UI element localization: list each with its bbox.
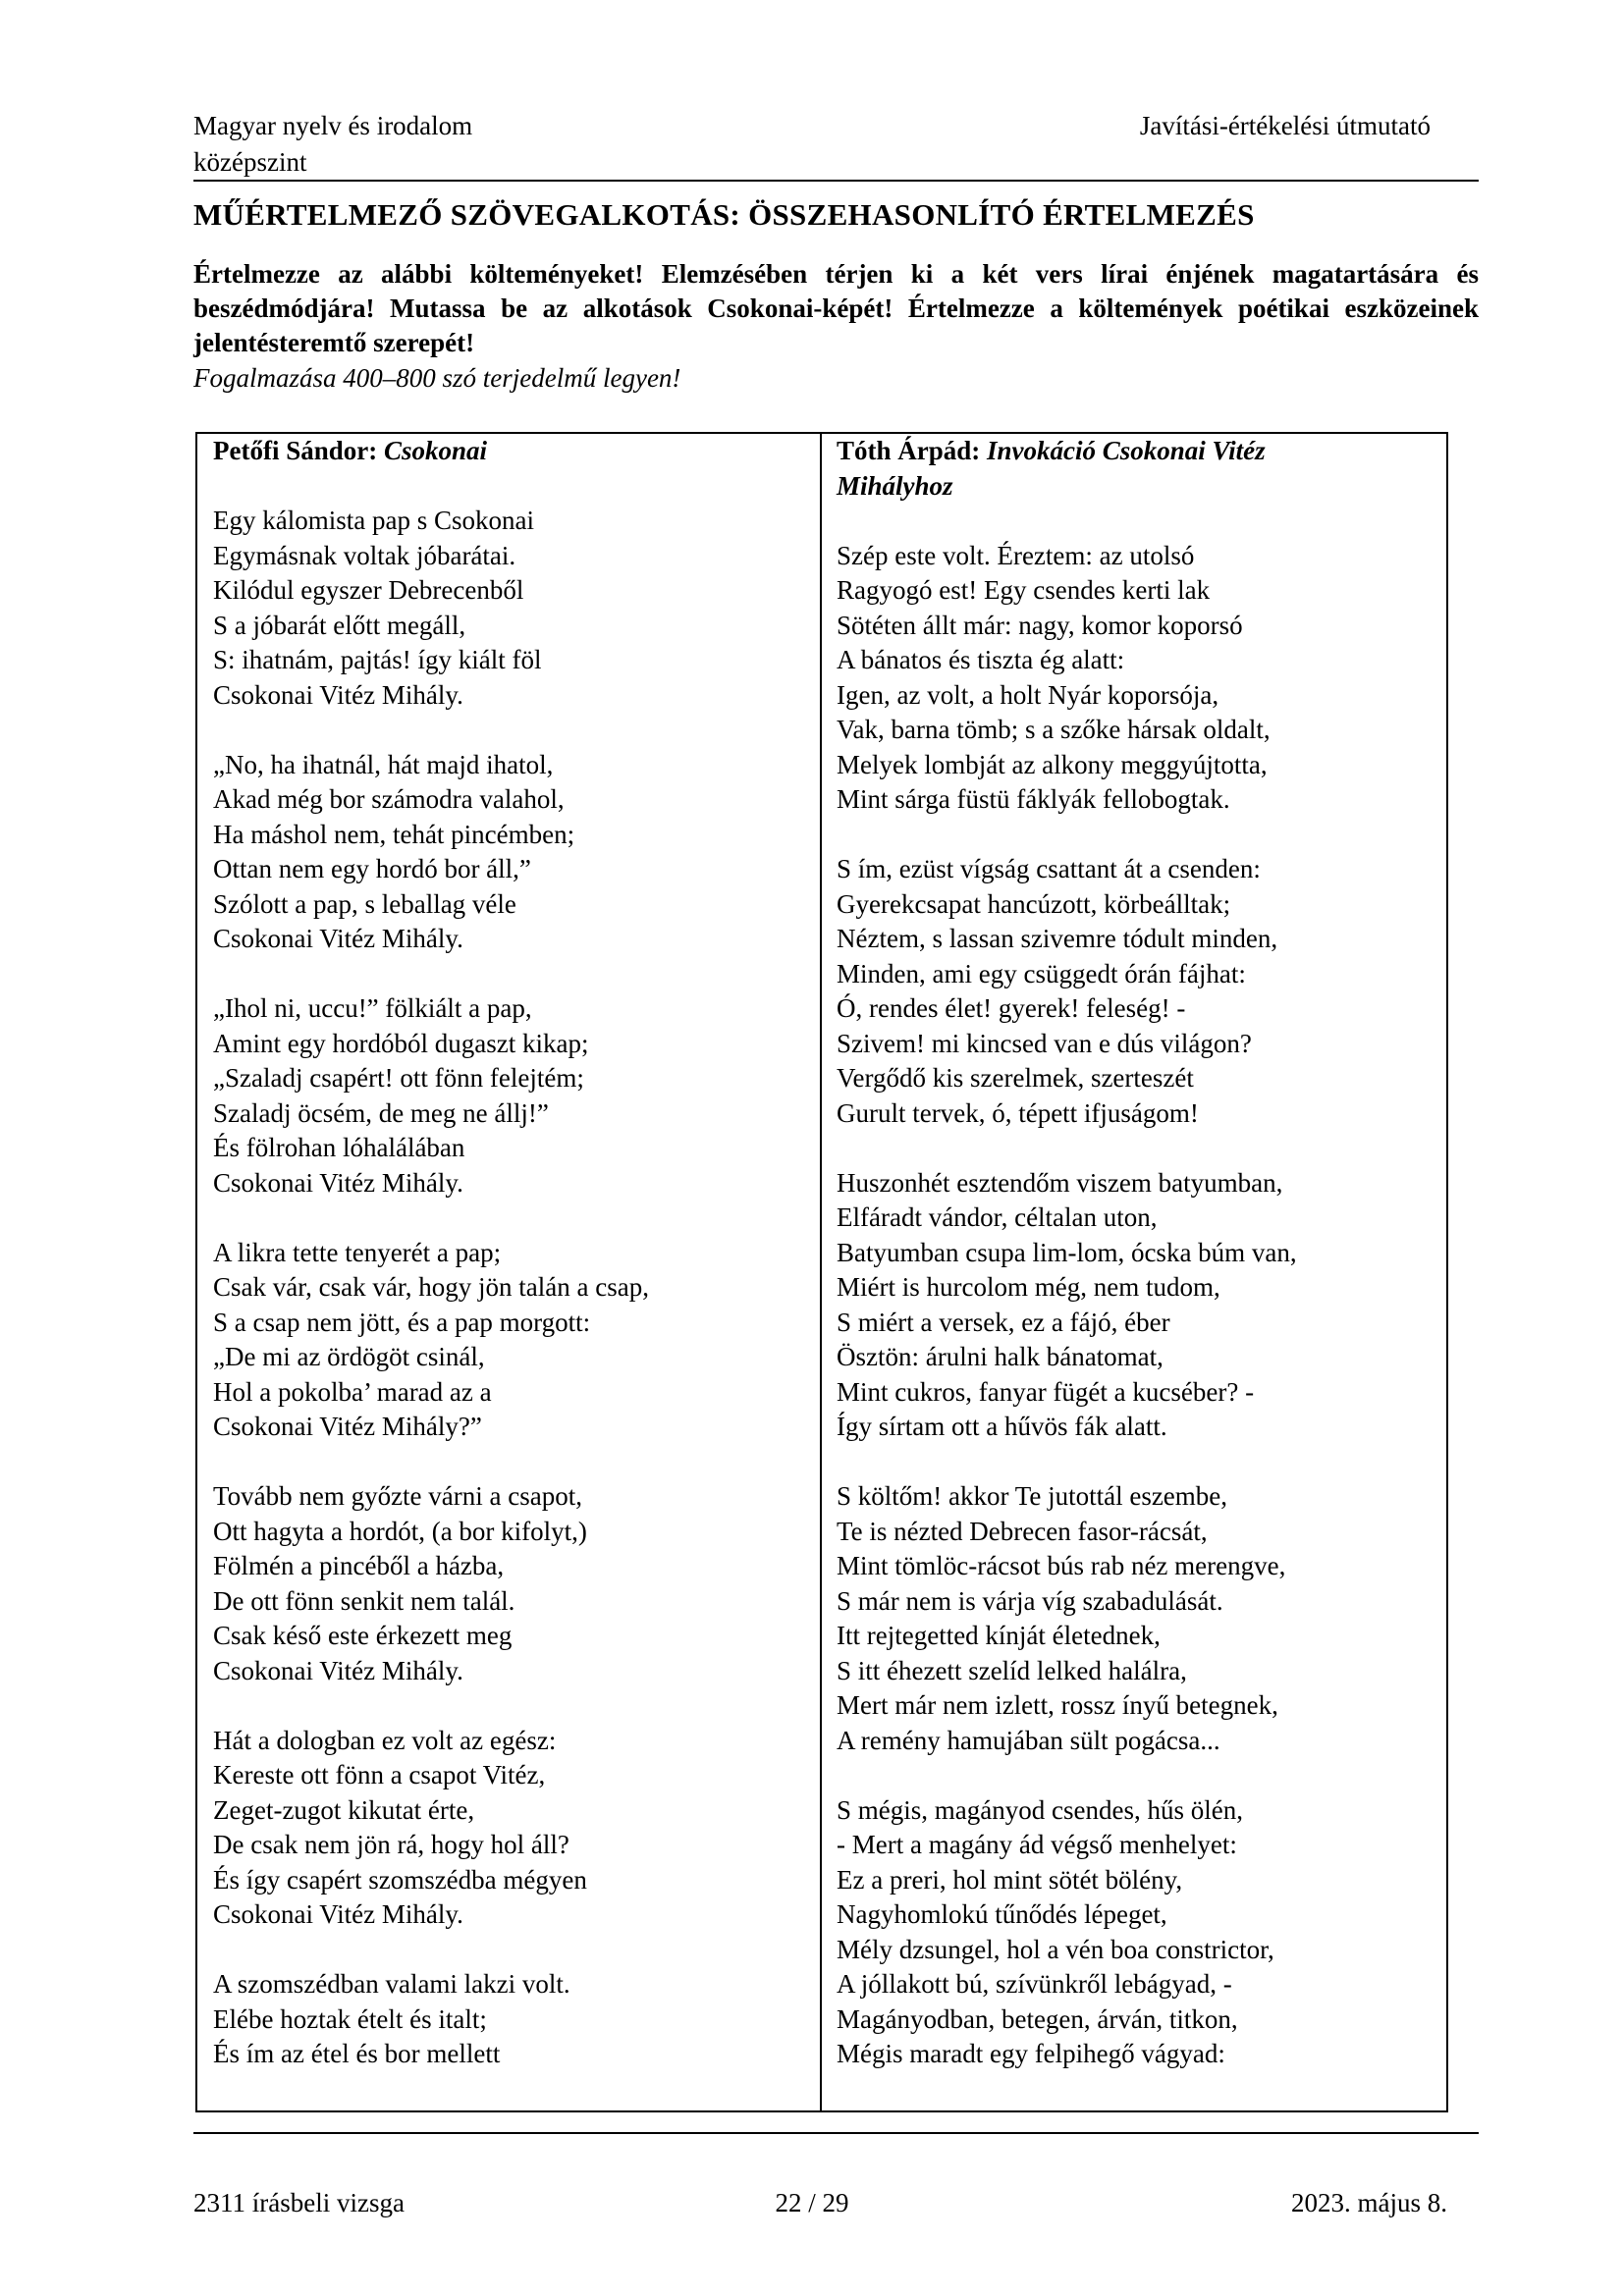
poem-line: Csokonai Vitéz Mihály.: [213, 679, 463, 710]
header-rule: [193, 180, 1479, 182]
poem-right-heading: [837, 434, 1435, 504]
poem-line: Csak késő este érkezett meg: [213, 1621, 513, 1650]
poem-line: Ottan nem egy hordó bor áll,”: [213, 854, 531, 883]
poem-line: Csokonai Vitéz Mihály?”: [213, 1412, 482, 1441]
task-instructions: Értelmezze az alábbi költeményeket! Elemzésében térjen ki a két vers lírai énjének magatartására és beszédmódjára! Mutassa be az alkotások Csokonai-képét! Értelmezze a költemények poétikai eszközeinek jelentésteremtő szerepét!: [193, 259, 1479, 357]
poem-line: S miért a versek, ez a fájó, éber: [837, 1307, 1170, 1337]
poem-left-heading: [213, 434, 802, 469]
poem-line: Csokonai Vitéz Mihály.: [213, 1655, 463, 1685]
poem-line: De ott fönn senkit nem talál.: [213, 1585, 515, 1616]
poem-line: Ó, rendes élet! gyerek! feleség! -: [837, 993, 1186, 1023]
stanza: [213, 504, 802, 713]
poem-line: Gyerekcsapat hancúzott, körbeálltak;: [837, 888, 1231, 919]
poem-line: Te is nézted Debrecen fasor-rácsát,: [837, 1516, 1208, 1546]
poem-line: Ragyogó est! Egy csendes kerti lak: [837, 575, 1211, 605]
footer-exam-code: 2311 írásbeli vizsga: [193, 2188, 405, 2217]
poem-line: Csokonai Vitéz Mihály.: [213, 1899, 463, 1929]
poem-right-title-line1: Invokáció Csokonai Vitéz: [987, 436, 1266, 465]
header-doc-type: Javítási-értékelési útmutató: [1139, 111, 1431, 140]
poem-left-author: Petőfi Sándor:: [213, 436, 378, 465]
poem-line: Mint cukros, fanyar fügét a kucséber? -: [837, 1376, 1255, 1407]
poem-right-title-line2: Mihályhoz: [837, 470, 953, 501]
footer-rule: [193, 2132, 1479, 2134]
poem-line: Ha máshol nem, tehát pincémben;: [213, 819, 575, 849]
footer-page-number: 22 / 29: [775, 2188, 849, 2217]
poem-line: Ott hagyta a hordót, (a bor kifolyt,): [213, 1516, 587, 1546]
poem-line: „No, ha ihatnál, hát majd ihatol,: [213, 749, 554, 779]
poem-line: Néztem, s lassan szivemre tódult minden,: [837, 924, 1278, 953]
poem-line: Sötéten állt már: nagy, komor koporsó: [837, 610, 1243, 640]
column-divider: [820, 434, 822, 2110]
poem-line: „Szaladj csapért! ott fönn felejtém;: [213, 1063, 584, 1093]
poem-line: Szólott a pap, s leballag véle: [213, 888, 516, 919]
poem-line: Mint tömlöc-rácsot bús rab néz merengve,: [837, 1551, 1286, 1580]
poem-line: Gurult tervek, ó, tépett ifjuságom!: [837, 1097, 1199, 1128]
poem-line: Ösztön: árulni halk bánatomat,: [837, 1342, 1164, 1371]
poem-line: És ím az étel és bor mellett: [213, 2039, 501, 2068]
poem-line: Csak vár, csak vár, hogy jön talán a csap,: [213, 1272, 649, 1302]
poem-left-column: [213, 434, 802, 2107]
poem-right-body: [837, 539, 1435, 2072]
poem-line: Melyek lombját az alkony meggyújtotta,: [837, 749, 1268, 779]
poem-line: Vak, barna tömb; s a szőke hársak oldalt,: [837, 715, 1271, 744]
poem-line: A bánatos és tiszta ég alatt:: [837, 645, 1125, 674]
poem-line: Mert már nem izlett, rossz ínyű betegnek,: [837, 1690, 1278, 1720]
poem-line: S a jóbarát előtt megáll,: [213, 610, 466, 640]
poem-line: - Mert a magány ád végső menhelyet:: [837, 1830, 1237, 1859]
poem-line: És így csapért szomszédba mégyen: [213, 1864, 587, 1895]
poem-line: Zeget-zugot kikutat érte,: [213, 1794, 475, 1825]
poem-line: Tovább nem győzte várni a csapot,: [213, 1481, 582, 1511]
task-length-note: Fogalmazása 400–800 szó terjedelmű legyen!: [193, 363, 681, 393]
stanza: [213, 748, 802, 957]
stanza: [213, 991, 802, 1201]
poem-line: S ím, ezüst vígság csattant át a csenden:: [837, 854, 1261, 883]
stanza: [837, 1479, 1435, 1758]
poem-line: Igen, az volt, a holt Nyár koporsója,: [837, 679, 1219, 710]
poem-left-title: Csokonai: [383, 436, 488, 465]
stanza: [837, 1166, 1435, 1445]
stanza: [837, 852, 1435, 1131]
poem-line: Csokonai Vitéz Mihály.: [213, 1167, 463, 1198]
poem-line: S már nem is várja víg szabadulását.: [837, 1585, 1223, 1616]
poem-line: „De mi az ördögöt csinál,: [213, 1342, 485, 1371]
poem-line: Szaladj öcsém, de meg ne állj!”: [213, 1097, 549, 1128]
section-title: MŰÉRTELMEZŐ SZÖVEGALKOTÁS: ÖSSZEHASONLÍTÓ ÉRTELMEZÉS: [193, 197, 1255, 232]
header-subject: Magyar nyelv és irodalom: [193, 111, 473, 140]
poem-line: Mégis maradt egy felpihegő vágyad:: [837, 2039, 1225, 2068]
poem-line: Szép este volt. Éreztem: az utolsó: [837, 540, 1195, 570]
poem-left-body: [213, 504, 802, 2072]
poem-line: Kereste ott fönn a csapot Vitéz,: [213, 1760, 546, 1789]
stanza: [213, 1724, 802, 1933]
poem-line: Amint egy hordóból dugaszt kikap;: [213, 1028, 589, 1058]
stanza: [837, 539, 1435, 818]
poem-line: Mint sárga füstü fáklyák fellobogtak.: [837, 784, 1230, 814]
poem-line: Elébe hoztak ételt és italt;: [213, 2003, 487, 2034]
poem-line: Egy kálomista pap s Csokonai: [213, 506, 534, 535]
poem-line: És fölrohan lóhalálában: [213, 1133, 465, 1162]
poem-line: Ez a preri, hol mint sötét bölény,: [837, 1864, 1183, 1895]
poem-line: S itt éhezett szelíd lelked halálra,: [837, 1655, 1187, 1685]
poems-table: [195, 432, 1448, 2112]
poem-line: Egymásnak voltak jóbarátai.: [213, 540, 516, 570]
stanza: [213, 1479, 802, 1688]
stanza: [837, 1793, 1435, 2072]
poem-line: Szivem! mi kincsed van e dús világon?: [837, 1028, 1252, 1058]
stanza: [213, 1967, 802, 2072]
poem-line: Huszonhét esztendőm viszem batyumban,: [837, 1167, 1283, 1198]
poem-line: Minden, ami egy csüggedt órán fájhat:: [837, 958, 1246, 988]
poem-line: Magányodban, betegen, árván, titkon,: [837, 2003, 1238, 2034]
poem-line: Batyumban csupa lim-lom, ócska búm van,: [837, 1237, 1297, 1267]
poem-line: Itt rejtegetted kínját életednek,: [837, 1621, 1161, 1650]
poem-line: S mégis, magányod csendes, hűs ölén,: [837, 1794, 1243, 1825]
poem-line: Csokonai Vitéz Mihály.: [213, 924, 463, 953]
poem-line: Fölmén a pincéből a házba,: [213, 1551, 505, 1580]
poem-line: De csak nem jön rá, hogy hol áll?: [213, 1830, 569, 1859]
header-level: középszint: [193, 147, 307, 177]
poem-line: A remény hamujában sült pogácsa...: [837, 1725, 1220, 1755]
page-header-left: [193, 108, 472, 181]
poem-line: „Ihol ni, uccu!” fölkiált a pap,: [213, 993, 532, 1023]
poem-line: Hát a dologban ez volt az egész:: [213, 1725, 557, 1755]
poem-line: Kilódul egyszer Debrecenből: [213, 575, 524, 605]
stanza: [213, 1236, 802, 1445]
poem-right-column: [837, 434, 1435, 2107]
poem-line: A szomszédban valami lakzi volt.: [213, 1969, 570, 1999]
poem-line: S a csap nem jött, és a pap morgott:: [213, 1307, 591, 1337]
poem-line: Hol a pokolba’ marad az a: [213, 1376, 492, 1407]
poem-line: Mély dzsungel, hol a vén boa constrictor,: [837, 1934, 1274, 1964]
poem-line: S költőm! akkor Te jutottál eszembe,: [837, 1481, 1228, 1511]
poem-line: Miért is hurcolom még, nem tudom,: [837, 1272, 1220, 1302]
poem-line: Így sírtam ott a hűvös fák alatt.: [837, 1412, 1167, 1441]
poem-line: Elfáradt vándor, céltalan uton,: [837, 1202, 1158, 1232]
poem-line: Nagyhomlokú tűnődés lépeget,: [837, 1899, 1167, 1929]
poem-line: A likra tette tenyerét a pap;: [213, 1237, 502, 1267]
poem-line: Vergődő kis szerelmek, szerteszét: [837, 1063, 1194, 1093]
poem-line: S: ihatnám, pajtás! így kiált föl: [213, 645, 542, 674]
footer-date: 2023. május 8.: [1291, 2188, 1447, 2217]
poem-right-author: Tóth Árpád:: [837, 436, 981, 465]
poem-line: Akad még bor számodra valahol,: [213, 784, 565, 814]
poem-line: A jóllakott bú, szívünkről lebágyad, -: [837, 1969, 1232, 1999]
